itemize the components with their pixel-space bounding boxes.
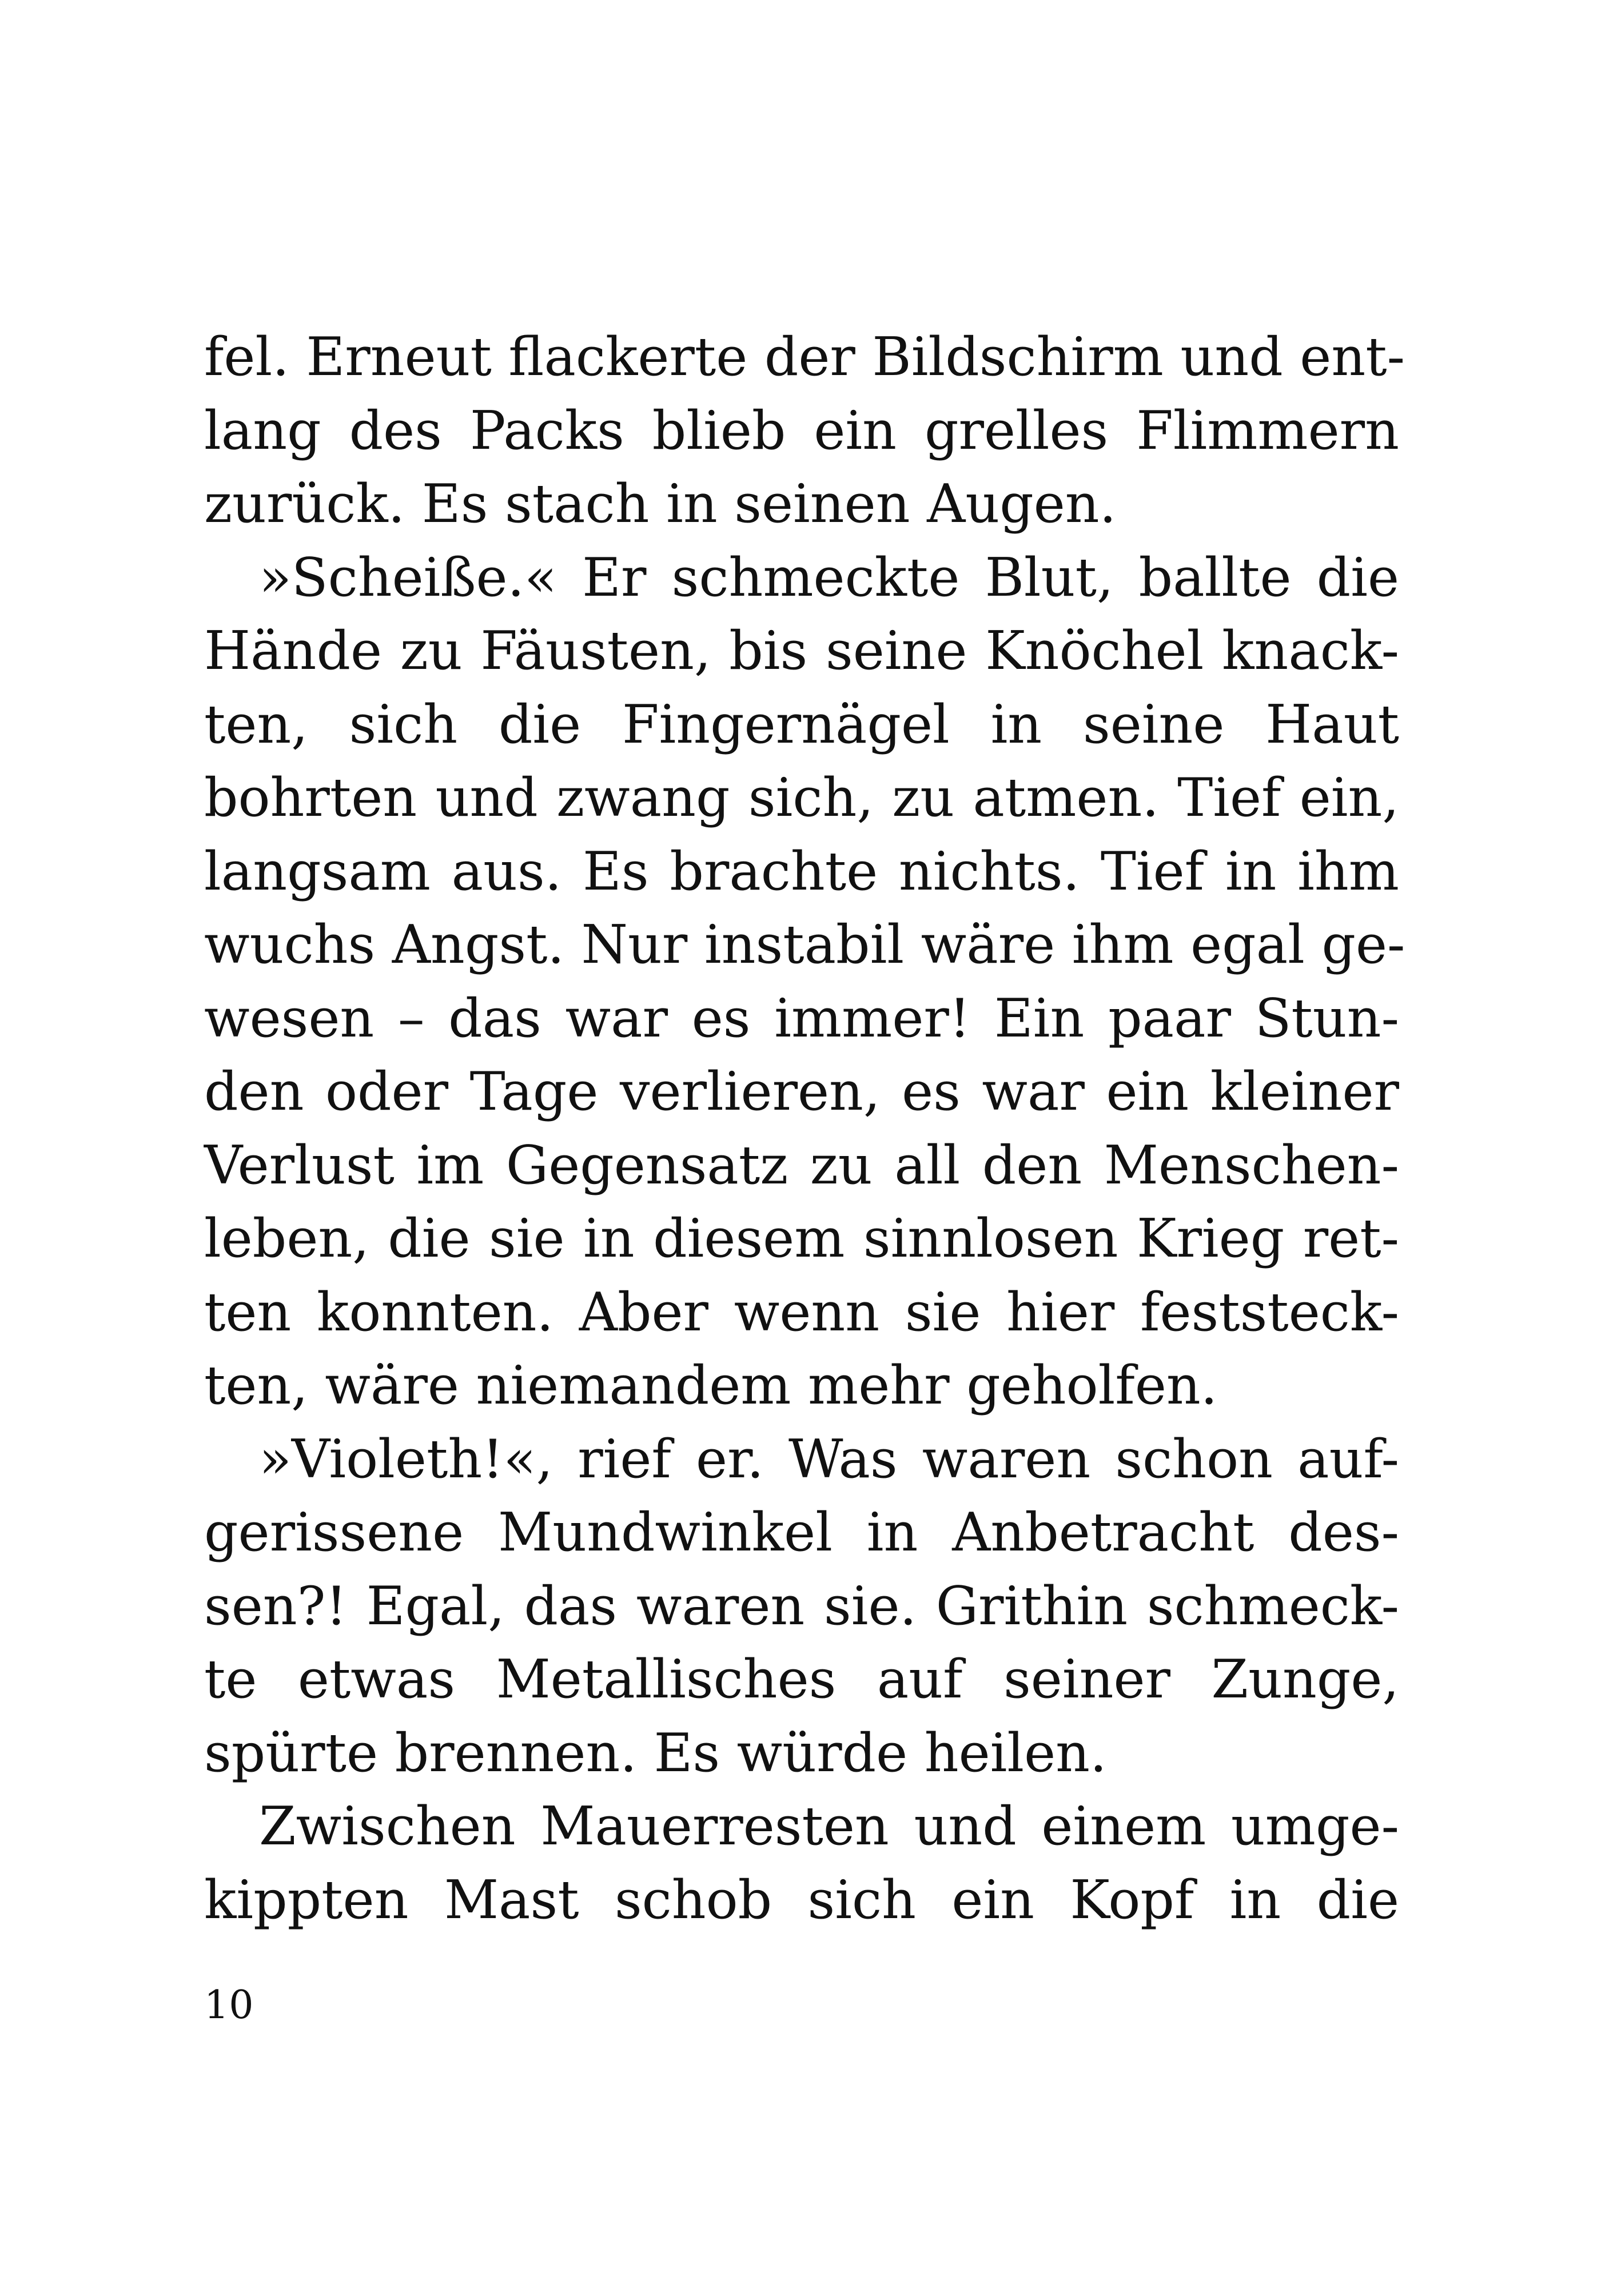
text-line: te etwas Metallisches auf seiner Zunge,	[204, 1648, 1399, 1710]
text-line: ten, sich die Fingernägel in seine Haut	[204, 693, 1399, 755]
text-line: kippten Mast schob sich ein Kopf in die	[204, 1868, 1399, 1931]
text-line: wuchs Angst. Nur instabil wäre ihm egal ge-	[204, 914, 1405, 975]
text-line: ten konnten. Aber wenn sie hier feststeck-	[204, 1281, 1399, 1343]
body-text	[204, 320, 1405, 1936]
text-line: gerissene Mundwinkel in Anbetracht des-	[204, 1501, 1399, 1563]
text-line: zurück. Es stach in seinen Augen.	[204, 473, 1117, 535]
text-line: langsam aus. Es brachte nichts. Tief in ihm	[204, 840, 1399, 902]
text-line: bohrten und zwang sich, zu atmen. Tief ein,	[204, 767, 1399, 828]
text-line: leben, die sie in diesem sinnlosen Krieg ret-	[204, 1207, 1399, 1269]
text-line: Hände zu Fäusten, bis seine Knöchel knack-	[204, 620, 1399, 681]
page-number: 10	[204, 1983, 254, 2028]
text-line: Zwischen Mauerresten und einem umge-	[259, 1795, 1399, 1857]
text-line: sen?! Egal, das waren sie. Grithin schmeck-	[204, 1574, 1399, 1637]
text-line: ten, wäre niemandem mehr geholfen.	[204, 1354, 1218, 1416]
text-line: »Scheiße.« Er schmeckte Blut, ballte die	[259, 546, 1399, 608]
text-line: spürte brennen. Es würde heilen.	[204, 1721, 1107, 1784]
text-line: den oder Tage verlieren, es war ein kleiner	[204, 1061, 1399, 1122]
text-line: Verlust im Gegensatz zu all den Menschen-	[204, 1134, 1399, 1196]
text-line: »Violeth!«, rief er. Was waren schon auf-	[259, 1428, 1399, 1490]
text-line: fel. Erneut flackerte der Bildschirm und ent-	[204, 326, 1405, 388]
text-line: lang des Packs blieb ein grelles Flimmern	[204, 399, 1399, 461]
text-line: wesen – das war es immer! Ein paar Stun-	[204, 987, 1399, 1049]
